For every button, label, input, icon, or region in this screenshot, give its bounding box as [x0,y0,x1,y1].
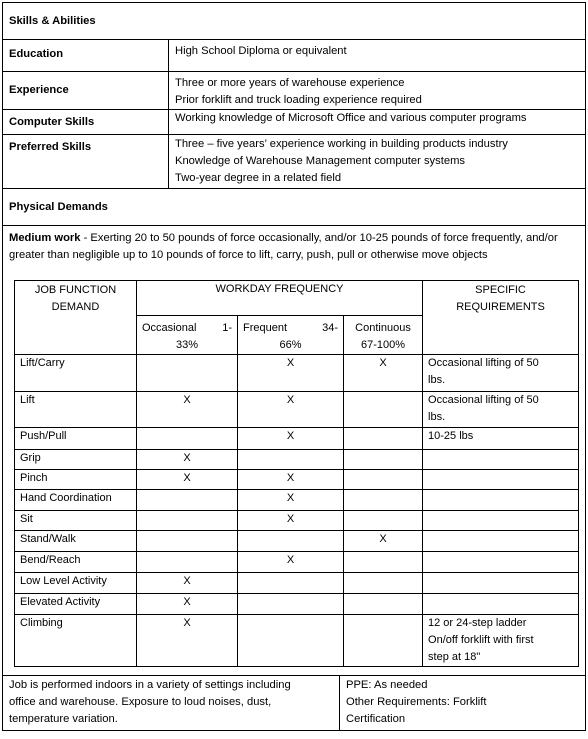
occ-mark: X [137,573,238,594]
occ-mark [137,552,238,573]
cont-mark: X [344,531,423,552]
occ-mark [137,511,238,531]
specific-requirement [423,470,579,490]
demand-name: Climbing [15,615,137,667]
cont-mark: X [344,355,423,392]
demand-row [15,552,579,573]
occ-mark [137,531,238,552]
cont-mark [344,428,423,450]
specific-requirement [423,573,579,594]
occasional-header: Occasional 1- 33% [137,316,238,355]
demand-name: Lift [15,392,137,428]
physical-demands-heading: Physical Demands [3,189,586,226]
specific-requirement [423,490,579,511]
specific-requirements-header: SPECIFIC REQUIREMENTS [423,281,579,355]
continuous-header: Continuous 67-100% [344,316,423,355]
computer-skills-label: Computer Skills [3,110,169,135]
experience-label: Experience [3,72,169,110]
specific-requirement [423,531,579,552]
preferred-skills-value: Three – five years’ experience working in building products industry Knowledge of Warehouse Management computer systems Two-year degree in a related field [169,135,586,189]
freq-mark: X [238,392,344,428]
specific-requirement: Occasional lifting of 50 lbs. [423,392,579,428]
freq-mark: X [238,428,344,450]
demand-row [15,615,579,667]
skills-table [2,2,586,676]
demand-name: Pinch [15,470,137,490]
demand-row [15,392,579,428]
demand-row [15,428,579,450]
freq-mark: X [238,490,344,511]
demand-name: Low Level Activity [15,573,137,594]
freq-mark: X [238,470,344,490]
cont-mark [344,552,423,573]
occ-mark [137,355,238,392]
occ-mark: X [137,615,238,667]
workday-frequency-header: WORKDAY FREQUENCY [137,281,423,316]
cont-mark [344,511,423,531]
freq-mark: X [238,355,344,392]
freq-mark [238,531,344,552]
freq-mark [238,615,344,667]
specific-requirement [423,552,579,573]
medium-work-description: Medium work - Exerting 20 to 50 pounds of force occasionally, and/or 10-25 pounds of force frequently, and/or greater than negligible up to 10 pounds of force to lift, carry, push, pull or otherwise move objects [9,232,558,261]
cont-mark [344,490,423,511]
experience-value: Three or more years of warehouse experience Prior forklift and truck loading experience required [169,72,586,110]
occ-mark: X [137,594,238,615]
frequent-header: Frequent 34- 66% [238,316,344,355]
demand-row [15,355,579,392]
medium-work-section [3,226,586,676]
demand-row [15,573,579,594]
freq-mark: X [238,552,344,573]
specific-requirement [423,594,579,615]
job-function-demand-header: JOB FUNCTION DEMAND [15,281,137,355]
cont-mark [344,573,423,594]
occ-mark: X [137,450,238,470]
demand-name: Push/Pull [15,428,137,450]
work-environment-note: Job is performed indoors in a variety of settings including office and warehouse. Exposure to loud noises, dust, temperature variation. [3,676,340,731]
freq-mark [238,573,344,594]
demand-row [15,531,579,552]
demand-name: Grip [15,450,137,470]
demand-row [15,511,579,531]
specific-requirement: 12 or 24-step ladder On/off forklift with first step at 18" [423,615,579,667]
preferred-skills-label: Preferred Skills [3,135,169,189]
occ-mark: X [137,392,238,428]
demand-name: Bend/Reach [15,552,137,573]
cont-mark [344,470,423,490]
footer-table [2,675,586,731]
job-function-table [14,280,579,667]
job-requirements-page [2,2,587,736]
cont-mark [344,450,423,470]
freq-mark [238,594,344,615]
skills-abilities-heading: Skills & Abilities [3,3,586,40]
specific-requirement: Occasional lifting of 50 lbs. [423,355,579,392]
cont-mark [344,392,423,428]
demand-name: Hand Coordination [15,490,137,511]
occ-mark [137,428,238,450]
demand-row [15,470,579,490]
occ-mark: X [137,470,238,490]
demand-name: Stand/Walk [15,531,137,552]
freq-mark: X [238,511,344,531]
cont-mark [344,594,423,615]
specific-requirement [423,450,579,470]
specific-requirement [423,511,579,531]
cont-mark [344,615,423,667]
demand-name: Lift/Carry [15,355,137,392]
computer-skills-value: Working knowledge of Microsoft Office and various computer programs [169,110,586,135]
occ-mark [137,490,238,511]
demand-name: Sit [15,511,137,531]
education-value: High School Diploma or equivalent [169,40,586,72]
demand-row [15,450,579,470]
specific-requirement: 10-25 lbs [423,428,579,450]
ppe-requirements-note: PPE: As needed Other Requirements: Forklift Certification [340,676,586,731]
demand-row [15,594,579,615]
education-label: Education [3,40,169,72]
demand-name: Elevated Activity [15,594,137,615]
demand-row [15,490,579,511]
freq-mark [238,450,344,470]
